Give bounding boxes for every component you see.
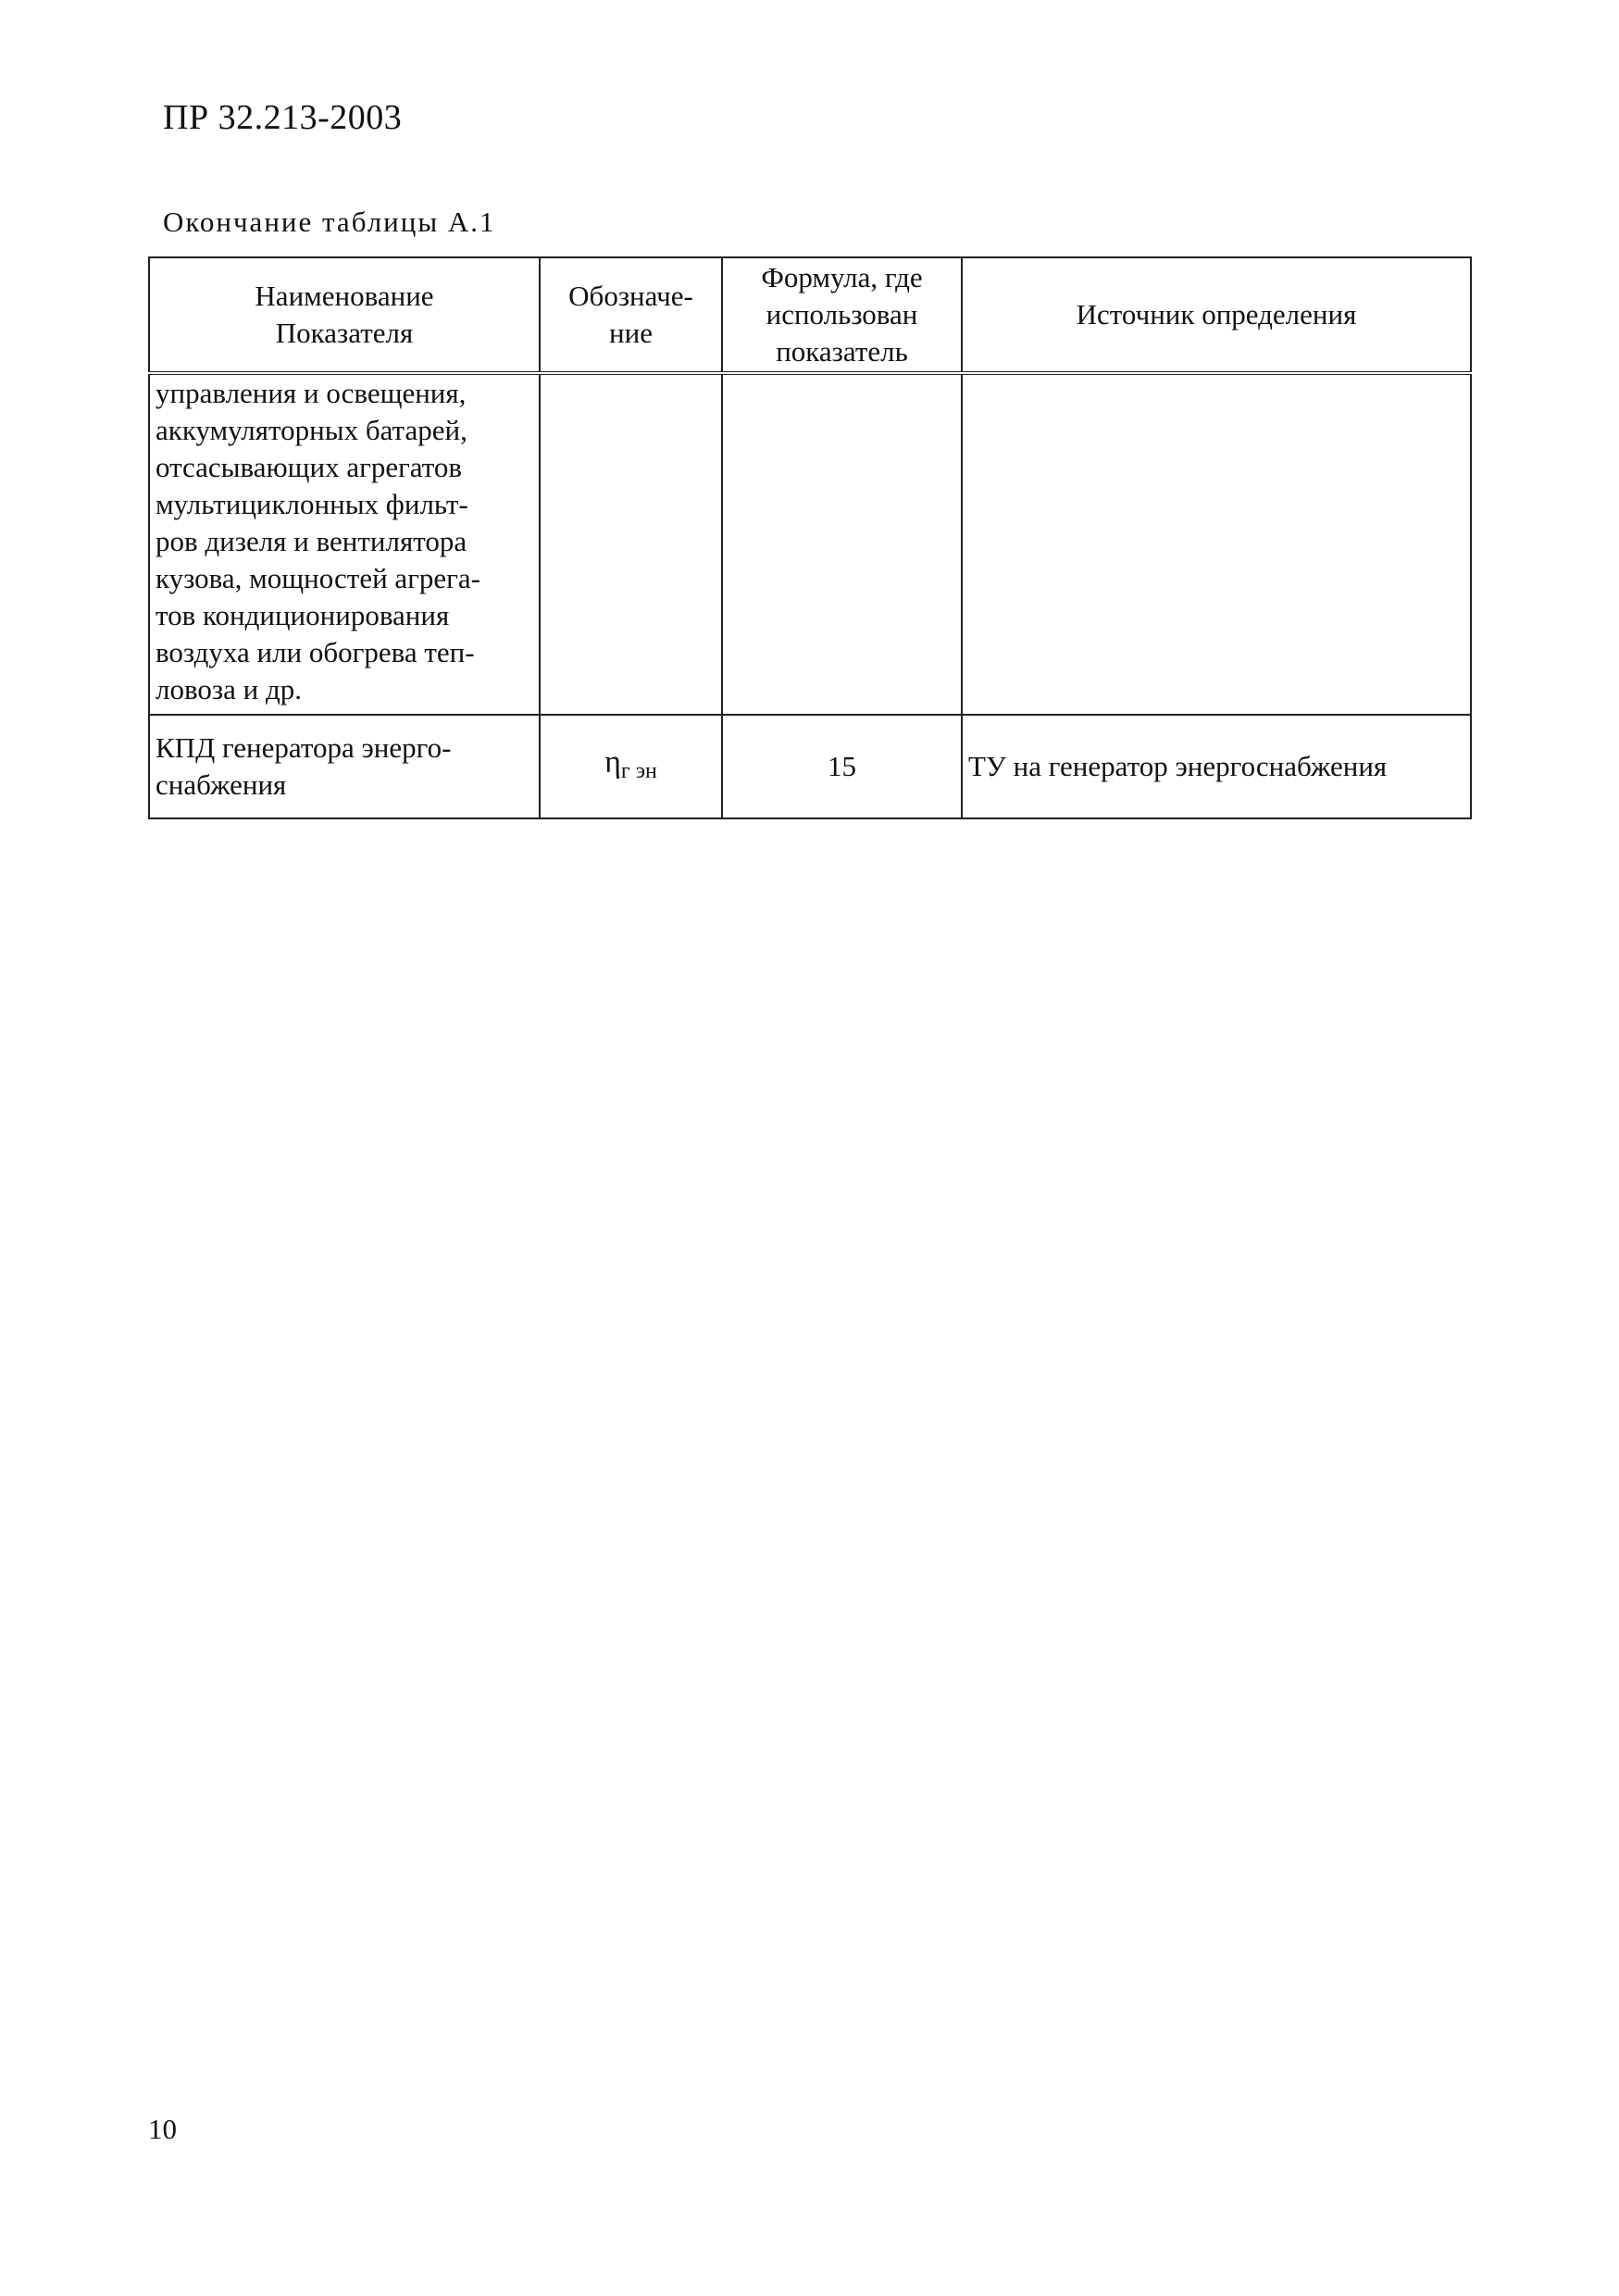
indicator-name-cell bbox=[149, 715, 540, 818]
continuation-line: аккумуляторных батарей, bbox=[156, 414, 467, 446]
header-line: Показателя bbox=[275, 317, 414, 349]
header-line: ние bbox=[609, 317, 653, 349]
continuation-formula-cell bbox=[722, 373, 962, 715]
document-code: ПР 32.213-2003 bbox=[163, 98, 403, 137]
continuation-line: управления и освещения, bbox=[156, 377, 467, 409]
continuation-source-cell bbox=[962, 373, 1471, 715]
continuation-name-cell bbox=[149, 373, 540, 715]
continuation-line: отсасывающих агрегатов bbox=[156, 451, 463, 483]
header-line: использован bbox=[766, 298, 918, 331]
header-line: Наименование bbox=[255, 280, 434, 312]
source-cell: ТУ на генератор энергоснабжения bbox=[962, 715, 1471, 818]
continuation-line: ров дизеля и вентилятора bbox=[156, 525, 467, 557]
header-line: Формула, где bbox=[761, 261, 923, 293]
continuation-line: воздуха или обогрева теп- bbox=[156, 636, 475, 668]
indicator-name-line: КПД генератора энерго- bbox=[156, 731, 452, 764]
header-line: показатель bbox=[776, 335, 908, 368]
symbol-subscript: г эн bbox=[620, 758, 657, 783]
table-row bbox=[149, 715, 1471, 818]
header-name bbox=[149, 257, 540, 373]
continuation-line: ловоза и др. bbox=[156, 673, 303, 705]
continuation-symbol-cell bbox=[540, 373, 722, 715]
header-line: Обозначе- bbox=[568, 280, 693, 312]
continuation-line: тов кондиционирования bbox=[156, 599, 450, 631]
table-caption: Окончание таблицы А.1 bbox=[163, 206, 496, 238]
continuation-line: кузова, мощностей агрега- bbox=[156, 562, 480, 594]
indicators-table bbox=[148, 256, 1472, 819]
symbol-cell bbox=[540, 715, 722, 818]
continuation-line: мультициклонных фильт- bbox=[156, 488, 468, 520]
header-symbol bbox=[540, 257, 722, 373]
indicator-name-line: снабжения bbox=[156, 768, 287, 801]
formula-cell: 15 bbox=[722, 715, 962, 818]
table-row-continuation bbox=[149, 373, 1471, 715]
header-source bbox=[962, 257, 1471, 373]
header-line: Источник определения bbox=[1076, 298, 1357, 331]
table-header-row bbox=[149, 257, 1471, 373]
symbol-eta: η bbox=[604, 744, 621, 780]
header-formula bbox=[722, 257, 962, 373]
page-number: 10 bbox=[148, 2113, 177, 2145]
